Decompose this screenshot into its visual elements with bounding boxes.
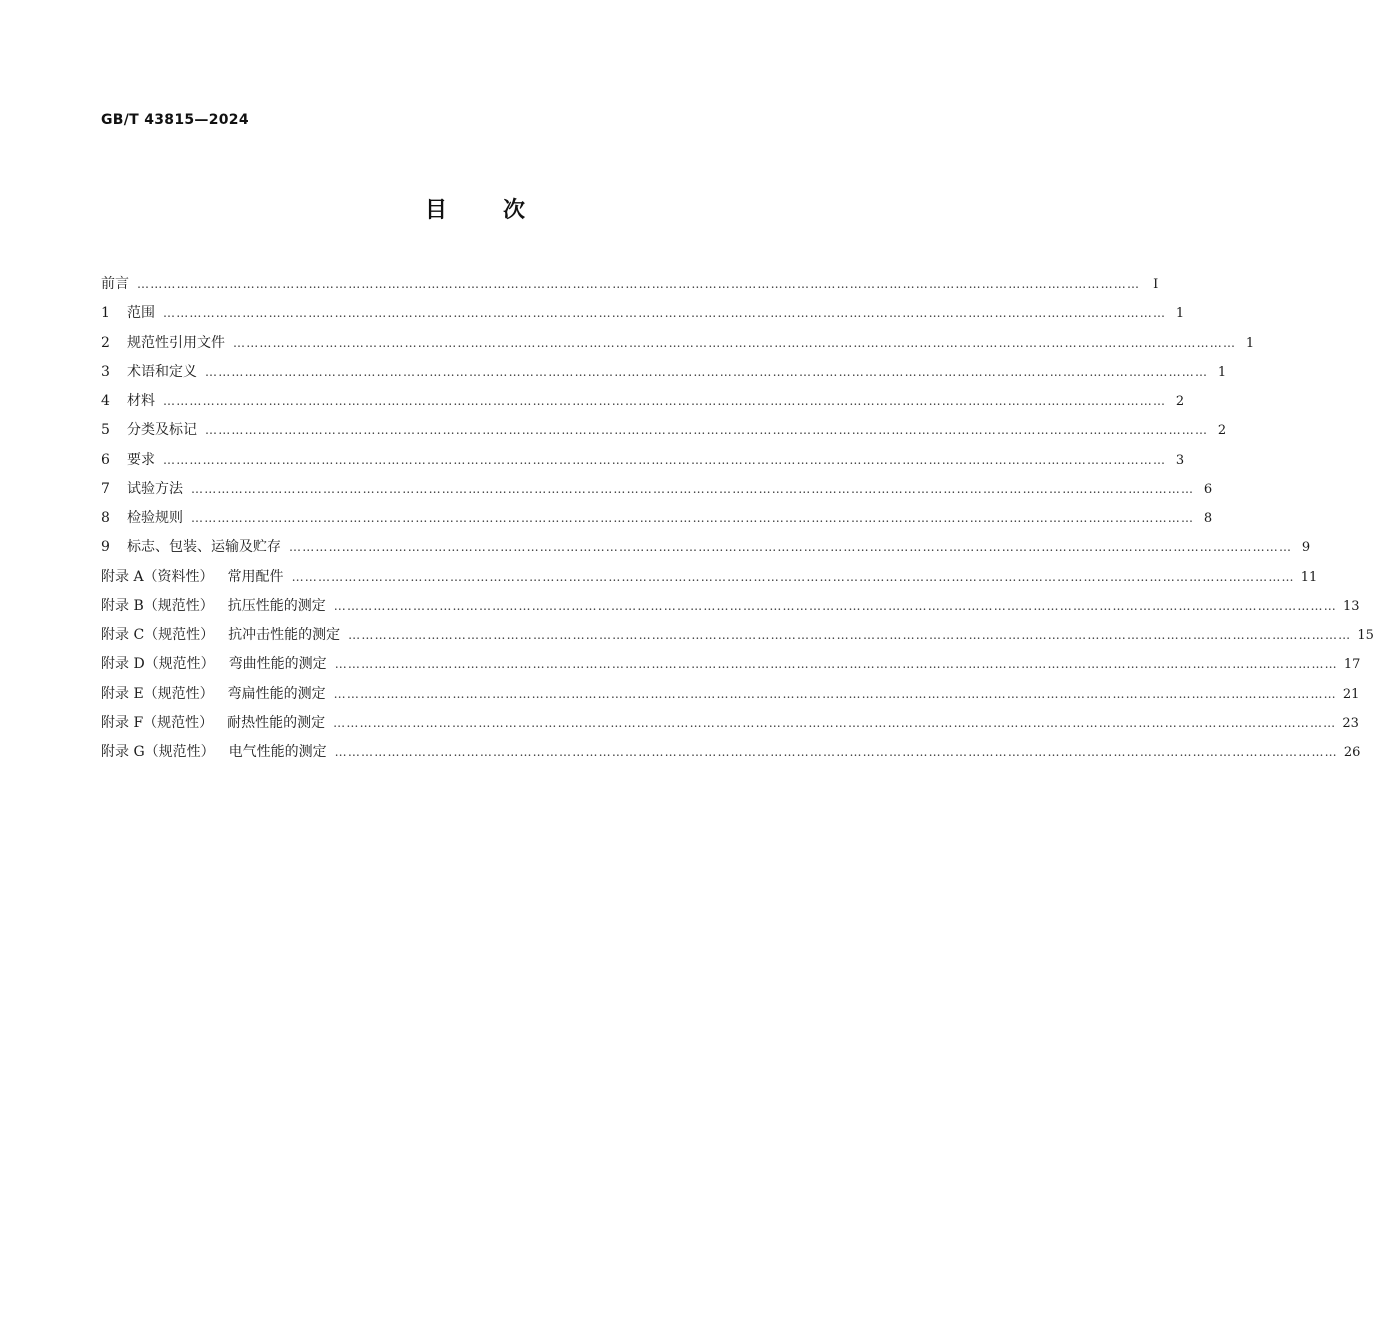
toc-entry-label: 标志、包装、运输及贮存 (127, 539, 281, 556)
toc-page-number: 6 (1203, 481, 1213, 497)
appendix-prefix: 附录 C（规范性） (101, 627, 215, 643)
toc-entry-label: 范围 (127, 305, 155, 322)
toc-page-number: 11 (1300, 569, 1318, 585)
toc-page-number: 8 (1203, 511, 1213, 526)
toc-page-number: 2 (1217, 423, 1227, 439)
toc-appendix-entry[interactable] (101, 680, 1360, 709)
toc-entry-number: 2 (101, 334, 110, 351)
dot-leader: ………………………………………………………………………………………………………………………………………………………………………………………………………… (291, 569, 1295, 584)
dot-leader: ………………………………………………………………………………………………………………………………………………………………………………………………………… (163, 394, 1167, 408)
toc-entry[interactable] (101, 329, 1255, 358)
toc-entry-label: 检验规则 (127, 510, 183, 526)
toc-entry-label: 要求 (127, 451, 155, 468)
appendix-label: 抗冲击性能的测定 (228, 627, 341, 643)
dot-leader: ………………………………………………………………………………………………………………………………………………………………………………………………………… (205, 423, 1209, 438)
appendix-prefix: 附录 D（规范性） (101, 656, 215, 673)
toc-entry[interactable] (101, 446, 1185, 475)
appendix-label: 常用配件 (227, 568, 284, 585)
dot-leader: ………………………………………………………………………………………………………………………………………………………………………………………………………… (191, 481, 1195, 496)
toc-entry-number: 4 (101, 393, 110, 409)
toc-entry-label: 术语和定义 (127, 363, 197, 380)
toc-page-number: 3 (1175, 452, 1185, 468)
appendix-label: 耐热性能的测定 (227, 714, 326, 731)
toc-appendix-entry[interactable] (101, 650, 1361, 679)
toc-appendix-entry[interactable] (101, 709, 1359, 738)
toc-entry[interactable] (101, 387, 1185, 416)
toc-entry[interactable] (101, 358, 1227, 387)
dot-leader: ………………………………………………………………………………………………………………………………………………………………………………………………………… (205, 364, 1209, 379)
toc-entry-label: 规范性引用文件 (127, 334, 225, 351)
toc-page-number: 13 (1342, 598, 1360, 614)
appendix-label: 电气性能的测定 (228, 744, 327, 760)
appendix-prefix: 附录 B（规范性） (101, 597, 214, 614)
toc-page-number: 15 (1357, 628, 1374, 643)
table-of-contents (101, 270, 1374, 767)
toc-entry-number: 9 (101, 539, 110, 556)
dot-leader: ………………………………………………………………………………………………………………………………………………………………………………………………………… (289, 540, 1293, 555)
toc-title-char-2: 次 (503, 198, 526, 223)
appendix-prefix: 附录 G（规范性） (101, 744, 215, 760)
toc-entry-number: 3 (101, 363, 110, 380)
appendix-prefix: 附录 F（规范性） (101, 714, 214, 731)
toc-entry-number: 5 (101, 422, 110, 439)
toc-entry-number: 7 (101, 480, 110, 497)
appendix-label: 弯扁性能的测定 (227, 685, 326, 702)
toc-entry[interactable] (101, 533, 1311, 562)
toc-entry-number: 8 (101, 510, 110, 526)
toc-entry[interactable] (101, 475, 1213, 504)
toc-entry-label: 前言 (101, 276, 129, 292)
toc-entry-foreword[interactable] (101, 270, 1159, 299)
appendix-label: 抗压性能的测定 (227, 597, 326, 614)
dot-leader: ………………………………………………………………………………………………………………………………………………………………………………………………………… (163, 306, 1167, 321)
dot-leader: ………………………………………………………………………………………………………………………………………………………………………………………………………… (334, 657, 1338, 672)
toc-page-number: 1 (1217, 364, 1227, 380)
dot-leader: ………………………………………………………………………………………………………………………………………………………………………………………………………… (333, 715, 1337, 730)
toc-entry-number: 6 (101, 451, 110, 468)
dot-leader: ………………………………………………………………………………………………………………………………………………………………………………………………………… (163, 452, 1167, 467)
toc-page-number: Ⅰ (1153, 277, 1159, 292)
toc-page-number: 26 (1343, 745, 1361, 760)
toc-page-number: 1 (1175, 306, 1185, 322)
appendix-prefix: 附录 E（规范性） (101, 685, 214, 702)
toc-entry-number: 1 (101, 305, 110, 322)
toc-entry-label: 试验方法 (127, 480, 183, 497)
toc-page-number: 21 (1342, 686, 1360, 702)
toc-title-char-1: 目 (424, 198, 447, 223)
toc-page-number: 17 (1343, 657, 1361, 673)
toc-appendix-entry[interactable] (101, 592, 1360, 621)
dot-leader: ………………………………………………………………………………………………………………………………………………………………………………………………………… (191, 511, 1195, 525)
toc-entry-label: 材料 (127, 393, 155, 409)
toc-title (0, 193, 950, 224)
toc-appendix-entry[interactable] (101, 738, 1361, 767)
toc-page-number: 1 (1245, 335, 1255, 351)
toc-appendix-entry[interactable] (101, 621, 1374, 650)
dot-leader: ………………………………………………………………………………………………………………………………………………………………………………………………………… (348, 628, 1352, 642)
dot-leader: ………………………………………………………………………………………………………………………………………………………………………………………………………… (334, 745, 1338, 759)
appendix-label: 弯曲性能的测定 (228, 656, 327, 673)
toc-entry[interactable] (101, 416, 1227, 445)
toc-appendix-entry[interactable] (101, 563, 1318, 592)
toc-entry[interactable] (101, 299, 1185, 328)
standard-number: GB/T 43815—2024 (101, 112, 249, 128)
toc-page-number: 23 (1342, 715, 1359, 731)
dot-leader: ………………………………………………………………………………………………………………………………………………………………………………………………………… (233, 335, 1237, 350)
toc-page-number: 2 (1175, 394, 1185, 409)
toc-entry-label: 分类及标记 (127, 422, 197, 439)
dot-leader: ………………………………………………………………………………………………………………………………………………………………………………………………………… (333, 686, 1337, 701)
dot-leader: ………………………………………………………………………………………………………………………………………………………………………………………………………… (333, 598, 1337, 613)
toc-page-number: 9 (1301, 540, 1311, 556)
dot-leader: ………………………………………………………………………………………………………………………………………………………………………………………………………… (137, 277, 1141, 291)
toc-entry[interactable] (101, 504, 1213, 533)
appendix-prefix: 附录 A（资料性） (101, 568, 214, 585)
